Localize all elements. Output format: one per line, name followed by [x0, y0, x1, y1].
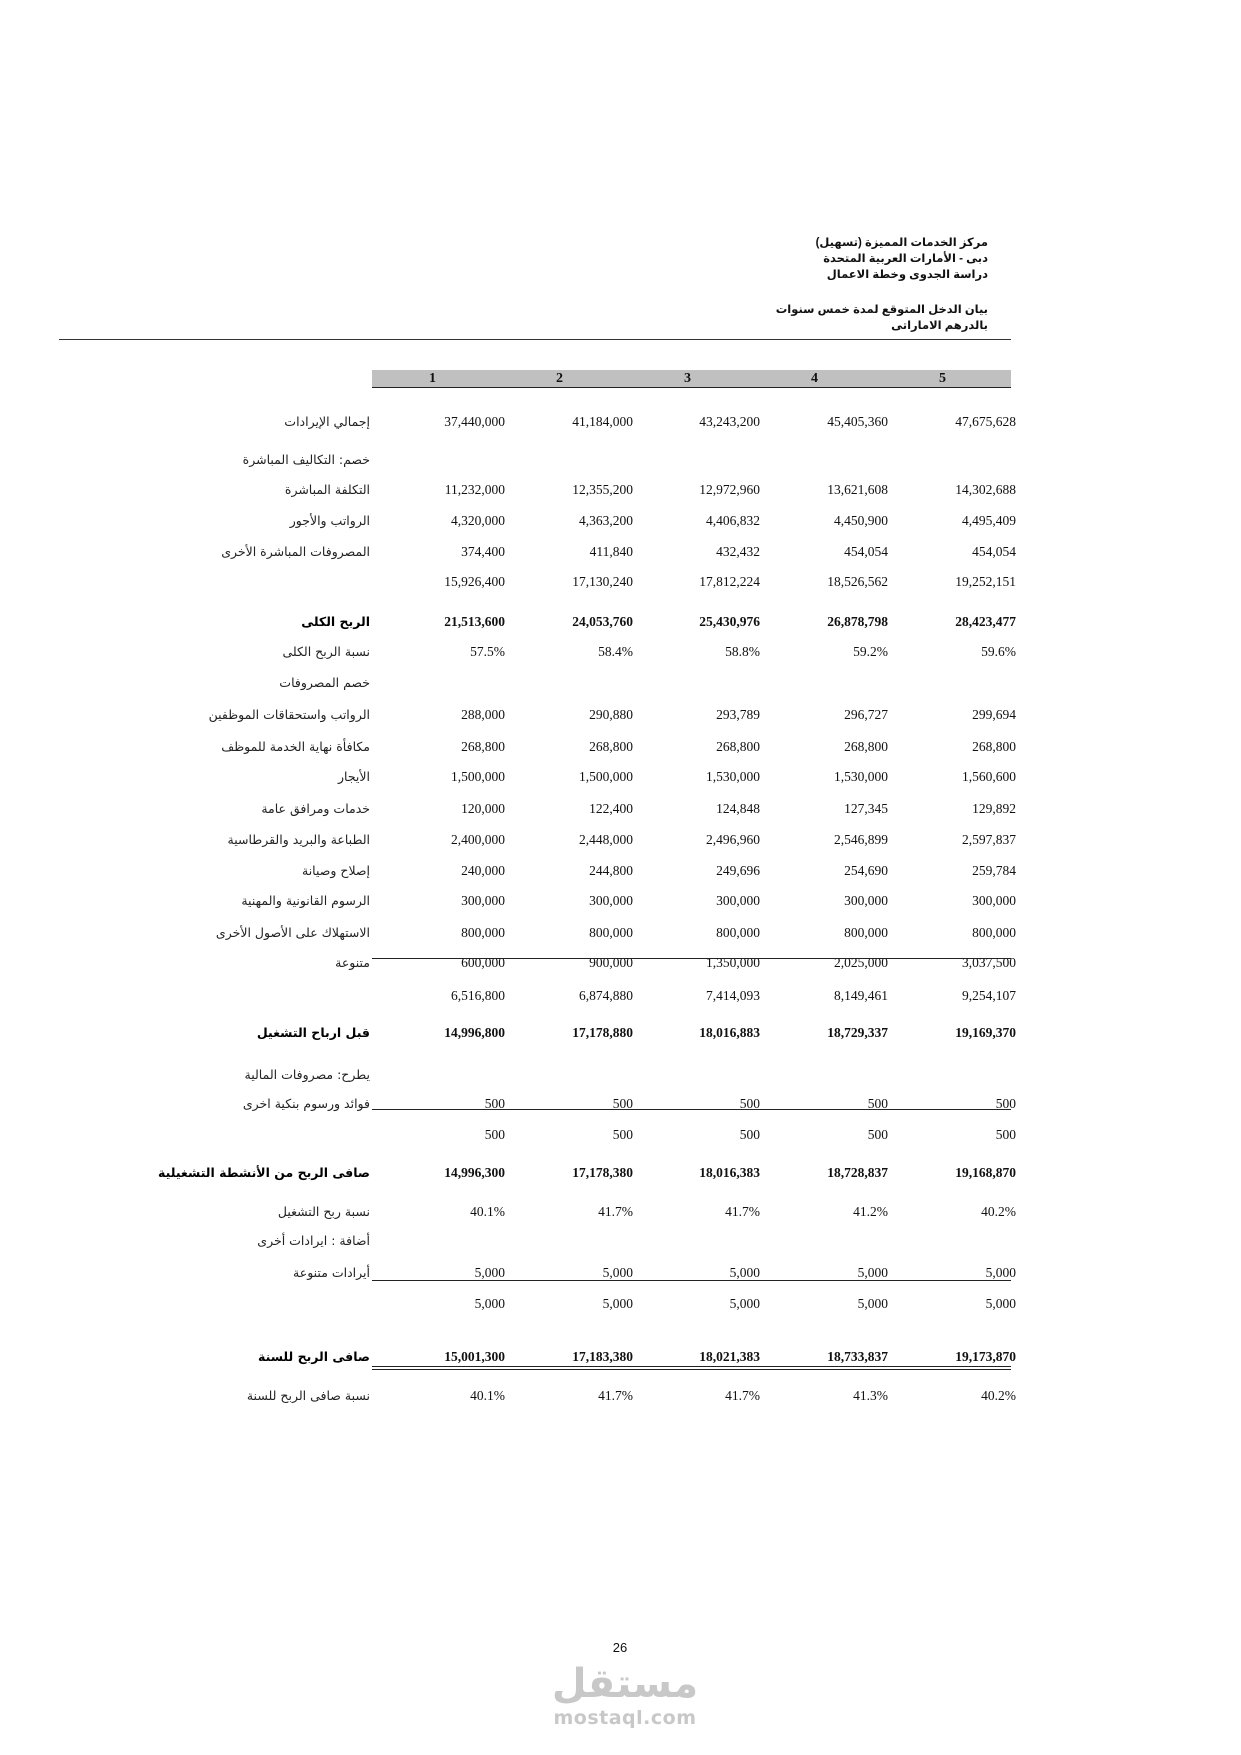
- row-value-year-5: 40.2%: [981, 1388, 1016, 1403]
- row-value-year-3: 293,789: [716, 707, 760, 722]
- row-value-year-1: 240,000: [461, 863, 505, 878]
- row-value-year-5: 129,892: [972, 801, 1016, 816]
- row-value-year-2: 6,874,880: [579, 988, 633, 1003]
- row-value-year-2: 5,000: [602, 1265, 633, 1280]
- row-value-year-1: 14,996,300: [444, 1165, 505, 1180]
- watermark-latin: mostaql.com: [553, 1707, 697, 1729]
- year-col-2: 2: [556, 371, 563, 386]
- row-value-year-4: 2,546,899: [834, 832, 888, 847]
- row-value-year-2: 500: [612, 1127, 633, 1142]
- row-value-year-3: 2,496,960: [706, 832, 760, 847]
- row-label: صافى الربح للسنة: [258, 1349, 370, 1364]
- row-value-year-3: 500: [739, 1127, 760, 1142]
- row-value-year-3: 432,432: [716, 544, 760, 559]
- row-value-year-5: 19,169,370: [955, 1025, 1016, 1040]
- row-value-year-1: 21,513,600: [444, 614, 505, 629]
- row-value-year-1: 37,440,000: [444, 414, 505, 429]
- row-value-year-5: 59.6%: [981, 644, 1016, 659]
- row-label: المصروفات المباشرة الأخرى: [221, 544, 370, 559]
- row-value-year-4: 500: [867, 1096, 888, 1111]
- row-value-year-3: 4,406,832: [706, 513, 760, 528]
- row-value-year-1: 2,400,000: [451, 832, 505, 847]
- row-value-year-4: 296,727: [844, 707, 888, 722]
- row-value-year-2: 4,363,200: [579, 513, 633, 528]
- row-rule: [372, 958, 1011, 959]
- row-value-year-5: 19,173,870: [955, 1349, 1016, 1364]
- row-value-year-2: 411,840: [589, 544, 633, 559]
- row-value-year-5: 19,168,870: [955, 1165, 1016, 1180]
- row-value-year-2: 1,500,000: [579, 769, 633, 784]
- row-value-year-2: 17,178,380: [572, 1165, 633, 1180]
- row-value-year-2: 24,053,760: [572, 614, 633, 629]
- row-value-year-1: 800,000: [461, 925, 505, 940]
- row-value-year-3: 18,021,383: [699, 1349, 760, 1364]
- company-name: مركز الخدمات المميزة (تسهيل): [815, 237, 988, 249]
- row-value-year-3: 7,414,093: [706, 988, 760, 1003]
- row-value-year-3: 1,530,000: [706, 769, 760, 784]
- row-value-year-3: 800,000: [716, 925, 760, 940]
- year-col-1: 1: [429, 371, 436, 386]
- row-value-year-2: 5,000: [602, 1296, 633, 1311]
- row-label: متنوعة: [335, 955, 370, 970]
- row-value-year-4: 59.2%: [853, 644, 888, 659]
- row-label: صافى الربح من الأنشطة التشغيلية: [158, 1165, 370, 1180]
- watermark-logo: [540, 1660, 710, 1728]
- row-value-year-3: 5,000: [729, 1296, 760, 1311]
- row-label: أيرادات متنوعة: [293, 1265, 370, 1280]
- row-value-year-4: 500: [867, 1127, 888, 1142]
- row-value-year-5: 259,784: [972, 863, 1016, 878]
- row-value-year-2: 290,880: [589, 707, 633, 722]
- row-value-year-1: 288,000: [461, 707, 505, 722]
- row-value-year-3: 18,016,383: [699, 1165, 760, 1180]
- row-value-year-2: 41.7%: [598, 1388, 633, 1403]
- row-value-year-3: 41.7%: [725, 1204, 760, 1219]
- row-value-year-1: 40.1%: [470, 1388, 505, 1403]
- row-value-year-4: 4,450,900: [834, 513, 888, 528]
- row-value-year-2: 41.7%: [598, 1204, 633, 1219]
- row-label: خدمات ومرافق عامة: [261, 801, 370, 816]
- row-value-year-2: 244,800: [589, 863, 633, 878]
- row-value-year-1: 14,996,800: [444, 1025, 505, 1040]
- row-value-year-2: 41,184,000: [572, 414, 633, 429]
- year-col-4: 4: [811, 371, 818, 386]
- row-label: خصم المصروفات: [279, 675, 370, 690]
- row-value-year-5: 268,800: [972, 739, 1016, 754]
- row-value-year-1: 15,001,300: [444, 1349, 505, 1364]
- row-value-year-2: 2,448,000: [579, 832, 633, 847]
- row-label: نسبة الربح الكلى: [282, 644, 370, 659]
- row-value-year-1: 57.5%: [470, 644, 505, 659]
- row-value-year-5: 3,037,500: [962, 955, 1016, 970]
- row-label: نسبة ربح التشغيل: [277, 1204, 370, 1219]
- row-value-year-2: 122,400: [589, 801, 633, 816]
- row-value-year-4: 300,000: [844, 893, 888, 908]
- row-label: الربح الكلى: [301, 614, 370, 629]
- row-value-year-4: 5,000: [857, 1296, 888, 1311]
- row-label: الرواتب واستحقاقات الموظفين: [208, 707, 370, 722]
- row-value-year-4: 268,800: [844, 739, 888, 754]
- row-value-year-3: 17,812,224: [699, 574, 760, 589]
- row-value-year-2: 500: [612, 1096, 633, 1111]
- row-label: يطرح: مصروفات المالية: [244, 1067, 370, 1082]
- row-value-year-2: 58.4%: [598, 644, 633, 659]
- row-value-year-3: 58.8%: [725, 644, 760, 659]
- row-value-year-2: 300,000: [589, 893, 633, 908]
- row-value-year-4: 1,530,000: [834, 769, 888, 784]
- row-label: الرسوم القانونية والمهنية: [241, 893, 370, 908]
- currency-note: بالدرهم الاماراتى: [891, 320, 988, 332]
- row-value-year-1: 5,000: [474, 1265, 505, 1280]
- row-value-year-1: 15,926,400: [444, 574, 505, 589]
- row-value-year-4: 127,345: [844, 801, 888, 816]
- row-value-year-3: 300,000: [716, 893, 760, 908]
- row-label: إصلاح وصيانة: [302, 863, 370, 878]
- row-value-year-2: 900,000: [589, 955, 633, 970]
- row-value-year-3: 5,000: [729, 1265, 760, 1280]
- row-value-year-3: 249,696: [716, 863, 760, 878]
- row-value-year-1: 500: [484, 1096, 505, 1111]
- row-value-year-4: 8,149,461: [834, 988, 888, 1003]
- row-value-year-3: 43,243,200: [699, 414, 760, 429]
- row-value-year-5: 5,000: [985, 1296, 1016, 1311]
- row-label: خصم: التكاليف المباشرة: [242, 452, 370, 467]
- row-value-year-2: 17,178,880: [572, 1025, 633, 1040]
- row-rule: [372, 1109, 1011, 1110]
- row-value-year-5: 1,560,600: [962, 769, 1016, 784]
- row-label: التكلفة المباشرة: [284, 482, 370, 497]
- row-value-year-1: 11,232,000: [444, 482, 505, 497]
- row-value-year-5: 500: [995, 1127, 1016, 1142]
- row-label: الاستهلاك على الأصول الأخرى: [215, 925, 370, 940]
- row-value-year-1: 4,320,000: [451, 513, 505, 528]
- row-value-year-1: 5,000: [474, 1296, 505, 1311]
- row-value-year-1: 374,400: [461, 544, 505, 559]
- row-value-year-3: 1,350,000: [706, 955, 760, 970]
- row-value-year-5: 19,252,151: [955, 574, 1016, 589]
- row-value-year-2: 12,355,200: [572, 482, 633, 497]
- total-double-rule-bottom: [372, 1369, 1011, 1370]
- row-value-year-1: 600,000: [461, 955, 505, 970]
- total-double-rule-top: [372, 1366, 1011, 1367]
- row-value-year-4: 45,405,360: [827, 414, 888, 429]
- row-value-year-5: 9,254,107: [962, 988, 1016, 1003]
- row-value-year-1: 300,000: [461, 893, 505, 908]
- header-divider: [59, 339, 1011, 340]
- row-value-year-4: 18,729,337: [827, 1025, 888, 1040]
- row-value-year-5: 500: [995, 1096, 1016, 1111]
- page-number: 26: [612, 1640, 628, 1655]
- row-value-year-5: 47,675,628: [955, 414, 1016, 429]
- row-value-year-4: 454,054: [844, 544, 888, 559]
- statement-title: بيان الدخل المتوقع لمدة خمس سنوات: [775, 304, 988, 316]
- row-value-year-3: 18,016,883: [699, 1025, 760, 1040]
- company-location: دبى - الأمارات العربية المتحدة: [823, 253, 988, 265]
- row-label: قبل ارباح التشغيل: [256, 1025, 370, 1040]
- row-rule: [372, 1280, 1011, 1281]
- row-value-year-5: 454,054: [972, 544, 1016, 559]
- row-value-year-4: 41.2%: [853, 1204, 888, 1219]
- row-value-year-1: 268,800: [461, 739, 505, 754]
- row-value-year-2: 17,130,240: [572, 574, 633, 589]
- row-value-year-3: 25,430,976: [699, 614, 760, 629]
- row-value-year-4: 26,878,798: [827, 614, 888, 629]
- row-value-year-5: 300,000: [972, 893, 1016, 908]
- row-value-year-1: 1,500,000: [451, 769, 505, 784]
- row-label: نسبة صافى الربح للسنة: [246, 1388, 370, 1403]
- row-value-year-4: 2,025,000: [834, 955, 888, 970]
- row-value-year-3: 12,972,960: [699, 482, 760, 497]
- row-value-year-3: 500: [739, 1096, 760, 1111]
- row-label: فوائد ورسوم بنكية اخرى: [242, 1096, 370, 1111]
- year-header-row: [372, 370, 1011, 388]
- row-label: إجمالي الإيرادات: [284, 414, 370, 429]
- row-value-year-4: 18,526,562: [827, 574, 888, 589]
- row-value-year-1: 40.1%: [470, 1204, 505, 1219]
- row-value-year-5: 4,495,409: [962, 513, 1016, 528]
- row-value-year-3: 268,800: [716, 739, 760, 754]
- row-label: الرواتب والأجور: [289, 513, 370, 528]
- row-label: أضافة : ايرادات أخرى: [257, 1233, 370, 1248]
- row-value-year-1: 6,516,800: [451, 988, 505, 1003]
- row-label: الأيجار: [338, 769, 370, 784]
- row-value-year-4: 800,000: [844, 925, 888, 940]
- row-label: الطباعة والبريد والقرطاسية: [227, 832, 370, 847]
- row-value-year-5: 2,597,837: [962, 832, 1016, 847]
- watermark-arabic: مستقل: [551, 1661, 699, 1707]
- row-value-year-5: 28,423,477: [955, 614, 1016, 629]
- row-value-year-4: 41.3%: [853, 1388, 888, 1403]
- row-value-year-5: 40.2%: [981, 1204, 1016, 1219]
- row-value-year-2: 268,800: [589, 739, 633, 754]
- row-value-year-5: 299,694: [972, 707, 1016, 722]
- row-value-year-2: 800,000: [589, 925, 633, 940]
- year-col-5: 5: [939, 371, 946, 386]
- row-value-year-4: 18,733,837: [827, 1349, 888, 1364]
- document-subject: دراسة الجدوى وخطة الاعمال: [826, 269, 988, 281]
- row-value-year-4: 18,728,837: [827, 1165, 888, 1180]
- row-value-year-5: 14,302,688: [955, 482, 1016, 497]
- row-value-year-2: 17,183,380: [572, 1349, 633, 1364]
- row-value-year-4: 5,000: [857, 1265, 888, 1280]
- row-value-year-1: 500: [484, 1127, 505, 1142]
- row-value-year-1: 120,000: [461, 801, 505, 816]
- row-label: مكافأة نهاية الخدمة للموظف: [221, 739, 370, 754]
- row-value-year-3: 124,848: [716, 801, 760, 816]
- row-value-year-3: 41.7%: [725, 1388, 760, 1403]
- row-value-year-5: 800,000: [972, 925, 1016, 940]
- row-value-year-4: 254,690: [844, 863, 888, 878]
- row-value-year-5: 5,000: [985, 1265, 1016, 1280]
- year-col-3: 3: [684, 371, 691, 386]
- row-value-year-4: 13,621,608: [827, 482, 888, 497]
